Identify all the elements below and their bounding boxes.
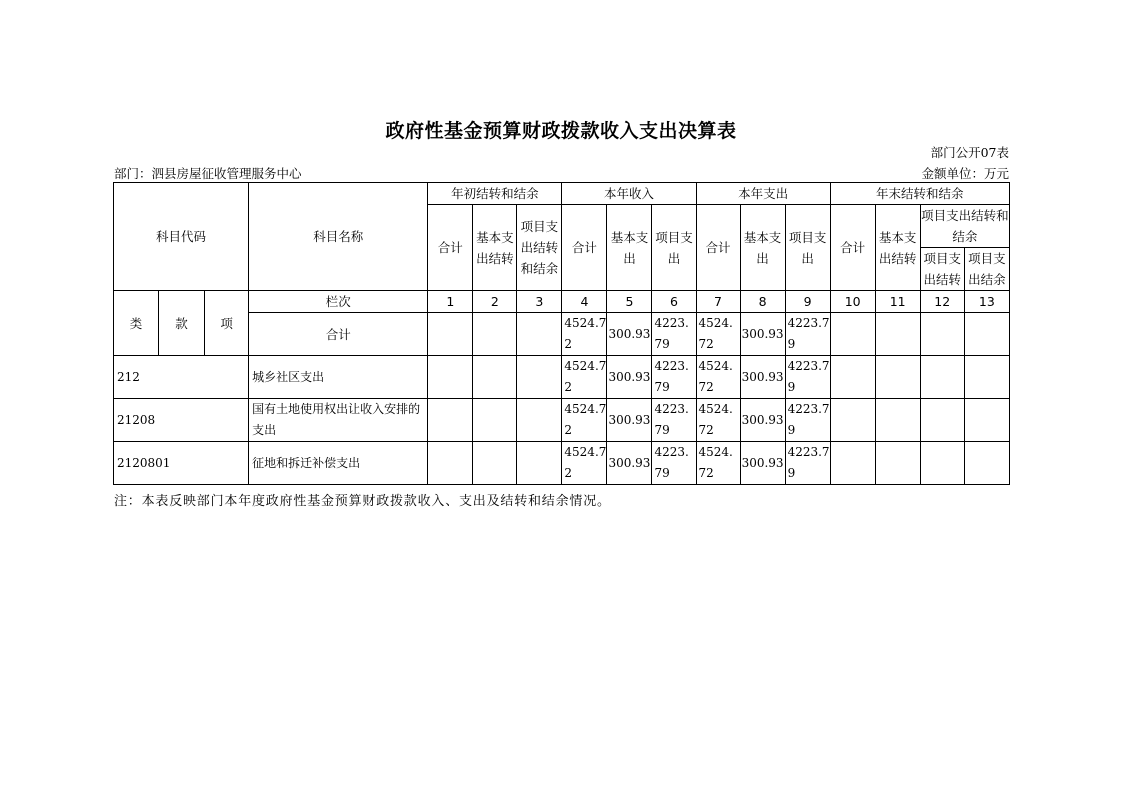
table-row <box>114 442 1010 485</box>
column-number: 8 <box>740 291 785 313</box>
row-cell <box>875 399 920 442</box>
row-cell: 300.93 <box>607 399 652 442</box>
row-cell: 300.93 <box>607 356 652 399</box>
row-cell: 4524.72 <box>562 399 607 442</box>
total-cell <box>517 313 562 356</box>
column-number: 11 <box>875 291 920 313</box>
column-number: 7 <box>696 291 740 313</box>
row-cell <box>428 442 473 485</box>
total-cell: 300.93 <box>740 313 785 356</box>
header-end-project-balance: 项目支出结余 <box>964 248 1009 291</box>
row-cell: 300.93 <box>740 399 785 442</box>
total-cell <box>473 313 517 356</box>
header-income-basic: 基本支出 <box>607 205 652 291</box>
table-row <box>114 356 1010 399</box>
total-cell: 4223.79 <box>652 313 696 356</box>
header-group-end: 年末结转和结余 <box>830 183 1009 205</box>
row-cell: 4223.79 <box>785 442 830 485</box>
table-tag: 部门公开07表 <box>930 145 1009 160</box>
column-number: 6 <box>652 291 696 313</box>
amount-unit-label: 金额单位：万元 <box>921 166 1009 181</box>
page-title: 政府性基金预算财政拨款收入支出决算表 <box>385 120 737 142</box>
total-cell <box>428 313 473 356</box>
row-cell: 4223.79 <box>785 399 830 442</box>
row-cell: 4223.79 <box>652 356 696 399</box>
row-cell <box>920 442 964 485</box>
header-begin-basic: 基本支出结转 <box>473 205 517 291</box>
total-cell <box>830 313 875 356</box>
header-group-income: 本年收入 <box>562 183 696 205</box>
total-cell <box>920 313 964 356</box>
header-income-total: 合计 <box>562 205 607 291</box>
total-cell: 300.93 <box>607 313 652 356</box>
row-cell <box>964 399 1009 442</box>
row-cell <box>473 442 517 485</box>
row-cell: 4524.72 <box>562 356 607 399</box>
column-row-label: 栏次 <box>249 291 428 313</box>
header-begin-total: 合计 <box>428 205 473 291</box>
header-begin-project: 项目支出结转和结余 <box>517 205 562 291</box>
row-cell: 4223.79 <box>652 442 696 485</box>
row-cell: 4524.72 <box>696 442 740 485</box>
row-cell <box>875 442 920 485</box>
row-cell <box>920 399 964 442</box>
total-row-label: 合计 <box>249 313 428 356</box>
header-code: 科目代码 <box>114 183 249 291</box>
row-cell: 4524.72 <box>562 442 607 485</box>
row-cell <box>964 356 1009 399</box>
column-number: 5 <box>607 291 652 313</box>
row-cell: 4524.72 <box>696 356 740 399</box>
row-cell <box>517 399 562 442</box>
row-cell: 4524.72 <box>696 399 740 442</box>
column-number: 13 <box>964 291 1009 313</box>
header-name: 科目名称 <box>249 183 428 291</box>
header-end-basic: 基本支出结转 <box>875 205 920 291</box>
row-code: 2120801 <box>114 442 249 485</box>
row-cell <box>517 442 562 485</box>
header-end-project: 项目支出结转和结余 <box>920 205 1009 248</box>
row-cell: 4223.79 <box>652 399 696 442</box>
header-expense-basic: 基本支出 <box>740 205 785 291</box>
column-number: 12 <box>920 291 964 313</box>
header-lei: 类 <box>114 291 159 356</box>
column-number: 3 <box>517 291 562 313</box>
row-name: 城乡社区支出 <box>249 356 428 399</box>
table-row <box>114 399 1010 442</box>
total-cell: 4524.72 <box>562 313 607 356</box>
column-number: 4 <box>562 291 607 313</box>
header-group-begin: 年初结转和结余 <box>428 183 562 205</box>
total-cell <box>875 313 920 356</box>
row-cell: 300.93 <box>607 442 652 485</box>
header-end-total: 合计 <box>830 205 875 291</box>
row-cell <box>428 356 473 399</box>
row-name: 征地和拆迁补偿支出 <box>249 442 428 485</box>
budget-table <box>113 182 1010 485</box>
row-cell <box>830 399 875 442</box>
row-code: 212 <box>114 356 249 399</box>
row-cell: 300.93 <box>740 442 785 485</box>
row-cell <box>428 399 473 442</box>
column-number: 10 <box>830 291 875 313</box>
row-name: 国有土地使用权出让收入安排的支出 <box>249 399 428 442</box>
total-cell: 4524.72 <box>696 313 740 356</box>
header-expense-total: 合计 <box>696 205 740 291</box>
row-cell <box>473 399 517 442</box>
column-number: 1 <box>428 291 473 313</box>
total-cell: 4223.79 <box>785 313 830 356</box>
row-cell <box>473 356 517 399</box>
row-cell <box>920 356 964 399</box>
department-label: 部门：泗县房屋征收管理服务中心 <box>114 166 302 181</box>
row-cell <box>830 356 875 399</box>
column-number: 2 <box>473 291 517 313</box>
header-expense-project: 项目支出 <box>785 205 830 291</box>
row-cell: 4223.79 <box>785 356 830 399</box>
header-kuan: 款 <box>159 291 205 356</box>
row-cell <box>875 356 920 399</box>
row-code: 21208 <box>114 399 249 442</box>
header-xiang: 项 <box>205 291 249 356</box>
row-cell <box>517 356 562 399</box>
row-cell <box>830 442 875 485</box>
header-income-project: 项目支出 <box>652 205 696 291</box>
total-cell <box>964 313 1009 356</box>
column-number: 9 <box>785 291 830 313</box>
row-cell <box>964 442 1009 485</box>
footnote: 注：本表反映部门本年度政府性基金预算财政拨款收入、支出及结转和结余情况。 <box>114 494 611 509</box>
header-group-expense: 本年支出 <box>696 183 830 205</box>
header-end-project-carry: 项目支出结转 <box>920 248 964 291</box>
row-cell: 300.93 <box>740 356 785 399</box>
